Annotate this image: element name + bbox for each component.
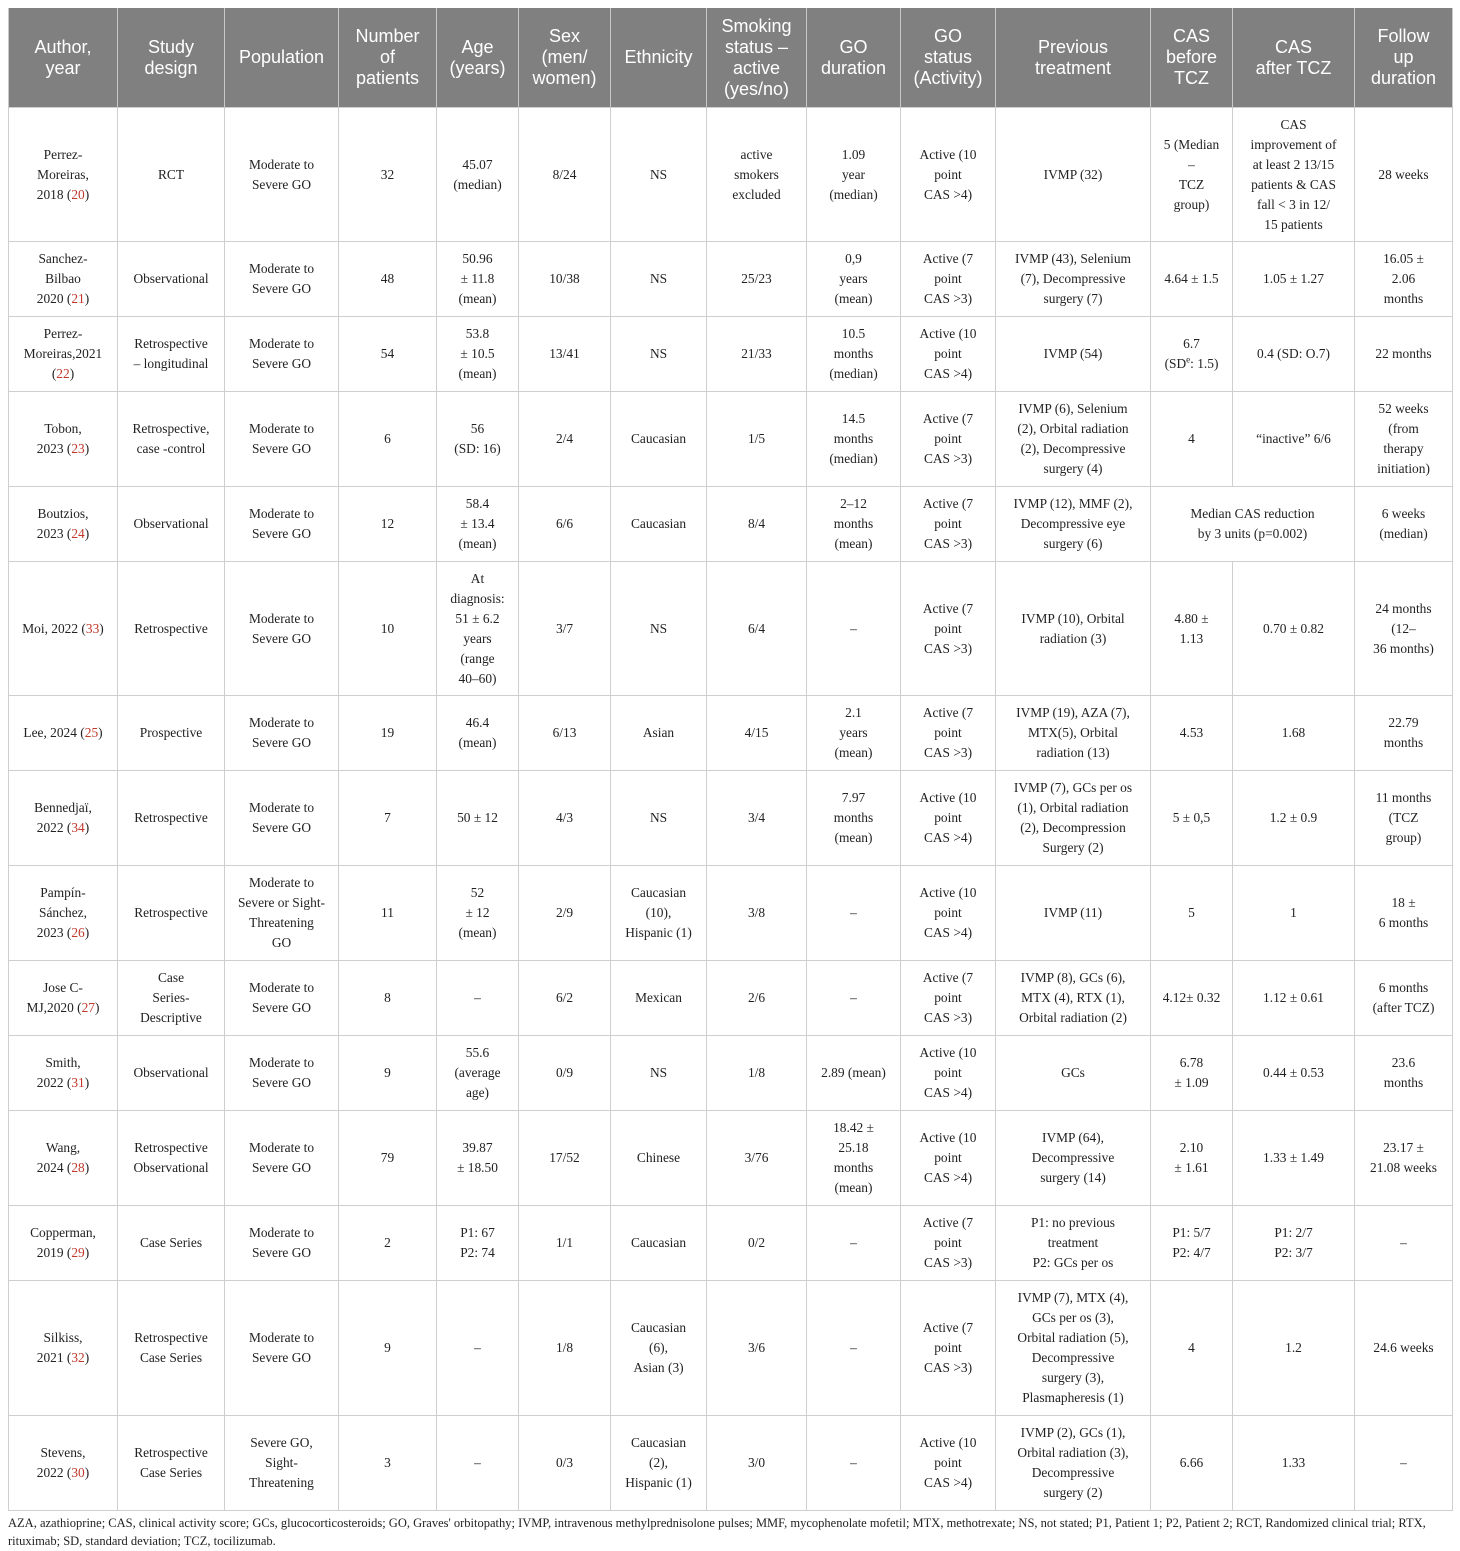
- patients-cell: 48: [339, 242, 437, 317]
- smoking-cell: 8/4: [707, 487, 807, 562]
- patients-cell: 6: [339, 392, 437, 487]
- patients-cell: 9: [339, 1036, 437, 1111]
- previous-cell: IVMP (54): [996, 317, 1151, 392]
- population-cell: Moderate to Severe GO: [225, 242, 339, 317]
- go-duration-cell: –: [807, 961, 901, 1036]
- smoking-cell: 21/33: [707, 317, 807, 392]
- go-duration-cell: 2.1 years (mean): [807, 696, 901, 771]
- author-cell: [9, 1206, 118, 1281]
- go-status-cell: Active (10 point CAS >4): [901, 771, 996, 866]
- ethnicity-cell: Chinese: [611, 1111, 707, 1206]
- cas-after-cell: 1.33: [1233, 1416, 1355, 1511]
- cas-before-cell: 6.66: [1151, 1416, 1233, 1511]
- population-cell: Moderate to Severe or Sight- Threatening GO: [225, 866, 339, 961]
- sex-cell: 3/7: [519, 562, 611, 696]
- previous-cell: IVMP (11): [996, 866, 1151, 961]
- reference-link[interactable]: 33: [85, 620, 100, 636]
- previous-cell: IVMP (43), Selenium (7), Decompressive surgery (7): [996, 242, 1151, 317]
- column-header: CAS before TCZ: [1151, 8, 1233, 108]
- design-cell: Prospective: [118, 696, 225, 771]
- population-cell: Moderate to Severe GO: [225, 696, 339, 771]
- smoking-cell: 2/6: [707, 961, 807, 1036]
- age-cell: At diagnosis: 51 ± 6.2 years (range 40–60): [437, 562, 519, 696]
- design-cell: Retrospective – longitudinal: [118, 317, 225, 392]
- go-status-cell: Active (10 point CAS >4): [901, 1111, 996, 1206]
- go-duration-cell: –: [807, 562, 901, 696]
- go-status-cell: Active (10 point CAS >4): [901, 108, 996, 242]
- author-text: Jose C- MJ,2020 (: [26, 980, 83, 1015]
- patients-cell: 2: [339, 1206, 437, 1281]
- patients-cell: 32: [339, 108, 437, 242]
- age-cell: 46.4 (mean): [437, 696, 519, 771]
- author-text: Stevens, 2022 (: [36, 1445, 86, 1480]
- cas-after-cell: 1.68: [1233, 696, 1355, 771]
- reference-link[interactable]: 22: [56, 366, 70, 381]
- author-text-end: ): [84, 1465, 90, 1480]
- smoking-cell: 3/76: [707, 1111, 807, 1206]
- sex-cell: 13/41: [519, 317, 611, 392]
- cas-before-cell: 5 (Median – TCZ group): [1151, 108, 1233, 242]
- cas-before-text-end: : 1.5): [1190, 356, 1219, 371]
- design-cell: Observational: [118, 1036, 225, 1111]
- ethnicity-cell: Caucasian (10), Hispanic (1): [611, 866, 707, 961]
- author-text-end: ): [84, 1350, 90, 1365]
- patients-cell: 7: [339, 771, 437, 866]
- cas-before-cell: 4.64 ± 1.5: [1151, 242, 1233, 317]
- smoking-cell: 6/4: [707, 562, 807, 696]
- follow-up-cell: 24 months (12– 36 months): [1355, 562, 1453, 696]
- cas-before-text: 6.7 (SD: [1164, 336, 1200, 371]
- go-status-cell: Active (7 point CAS >3): [901, 487, 996, 562]
- age-cell: 56 (SD: 16): [437, 392, 519, 487]
- column-header: Age (years): [437, 8, 519, 108]
- cas-before-cell: 4.80 ± 1.13: [1151, 562, 1233, 696]
- population-cell: Moderate to Severe GO: [225, 1281, 339, 1416]
- table-row: [9, 487, 1453, 562]
- table-row: [9, 866, 1453, 961]
- cas-after-cell: P1: 2/7 P2: 3/7: [1233, 1206, 1355, 1281]
- sex-cell: 0/9: [519, 1036, 611, 1111]
- sex-cell: 4/3: [519, 771, 611, 866]
- cas-merged-cell: Median CAS reduction by 3 units (p=0.002): [1151, 487, 1355, 562]
- design-cell: Observational: [118, 242, 225, 317]
- age-cell: 50 ± 12: [437, 771, 519, 866]
- go-status-cell: Active (7 point CAS >3): [901, 696, 996, 771]
- sex-cell: 10/38: [519, 242, 611, 317]
- author-text: Smith, 2022 (: [36, 1055, 81, 1090]
- cas-after-cell: 0.70 ± 0.82: [1233, 562, 1355, 696]
- ethnicity-cell: Asian: [611, 696, 707, 771]
- ethnicity-cell: Caucasian: [611, 1206, 707, 1281]
- cas-after-cell: 0.44 ± 0.53: [1233, 1036, 1355, 1111]
- previous-cell: IVMP (10), Orbital radiation (3): [996, 562, 1151, 696]
- population-cell: Moderate to Severe GO: [225, 487, 339, 562]
- reference-link[interactable]: 26: [71, 925, 85, 940]
- column-header: Previous treatment: [996, 8, 1151, 108]
- author-text-end: ): [84, 526, 90, 541]
- patients-cell: 9: [339, 1281, 437, 1416]
- design-cell: Retrospective: [118, 771, 225, 866]
- table-row: [9, 392, 1453, 487]
- table-row: [9, 1206, 1453, 1281]
- author-cell: [9, 1111, 118, 1206]
- sex-cell: 8/24: [519, 108, 611, 242]
- footnote-marker: e: [1186, 354, 1191, 365]
- author-text: Bennedjaï, 2022 (: [34, 800, 92, 835]
- column-header: Study design: [118, 8, 225, 108]
- follow-up-cell: 18 ± 6 months: [1355, 866, 1453, 961]
- patients-cell: 10: [339, 562, 437, 696]
- reference-link[interactable]: 25: [84, 725, 99, 740]
- author-cell: [9, 771, 118, 866]
- author-cell: [9, 242, 118, 317]
- previous-cell: P1: no previous treatment P2: GCs per os: [996, 1206, 1151, 1281]
- population-cell: Moderate to Severe GO: [225, 771, 339, 866]
- author-text: Sanchez- Bilbao 2020 (: [36, 251, 88, 306]
- age-cell: 55.6 (average age): [437, 1036, 519, 1111]
- sex-cell: 1/1: [519, 1206, 611, 1281]
- ethnicity-cell: Caucasian (6), Asian (3): [611, 1281, 707, 1416]
- sex-cell: 6/13: [519, 696, 611, 771]
- cas-after-cell: 1.12 ± 0.61: [1233, 961, 1355, 1036]
- column-header: Number of patients: [339, 8, 437, 108]
- patients-cell: 11: [339, 866, 437, 961]
- column-header: Sex (men/ women): [519, 8, 611, 108]
- go-duration-cell: –: [807, 1206, 901, 1281]
- cas-after-cell: CAS improvement of at least 2 13/15 patients & CAS fall < 3 in 12/ 15 patients: [1233, 108, 1355, 242]
- table-row: [9, 1281, 1453, 1416]
- reference-link[interactable]: 29: [71, 1245, 85, 1260]
- previous-cell: GCs: [996, 1036, 1151, 1111]
- column-header: Population: [225, 8, 339, 108]
- follow-up-cell: 11 months (TCZ group): [1355, 771, 1453, 866]
- sex-cell: 2/4: [519, 392, 611, 487]
- smoking-cell: 3/4: [707, 771, 807, 866]
- follow-up-cell: 24.6 weeks: [1355, 1281, 1453, 1416]
- author-text: Silkiss, 2021 (: [36, 1330, 83, 1365]
- age-cell: 39.87 ± 18.50: [437, 1111, 519, 1206]
- design-cell: Retrospective: [118, 866, 225, 961]
- table-row: [9, 242, 1453, 317]
- previous-cell: IVMP (7), GCs per os (1), Orbital radiation (2), Decompression Surgery (2): [996, 771, 1151, 866]
- author-cell: [9, 392, 118, 487]
- author-text: Moi, 2022 (: [22, 620, 86, 636]
- follow-up-cell: 22.79 months: [1355, 696, 1453, 771]
- sex-cell: 2/9: [519, 866, 611, 961]
- go-status-cell: Active (10 point CAS >4): [901, 317, 996, 392]
- column-header: CAS after TCZ: [1233, 8, 1355, 108]
- age-cell: 58.4 ± 13.4 (mean): [437, 487, 519, 562]
- cas-before-cell: [1151, 317, 1233, 392]
- previous-cell: IVMP (19), AZA (7), MTX(5), Orbital radiation (13): [996, 696, 1151, 771]
- cas-after-cell: 1.2 ± 0.9: [1233, 771, 1355, 866]
- cas-before-cell: 4: [1151, 392, 1233, 487]
- ethnicity-cell: Caucasian (2), Hispanic (1): [611, 1416, 707, 1511]
- smoking-cell: 25/23: [707, 242, 807, 317]
- population-cell: Moderate to Severe GO: [225, 1206, 339, 1281]
- cas-before-cell: 6.78 ± 1.09: [1151, 1036, 1233, 1111]
- cas-after-cell: 1.2: [1233, 1281, 1355, 1416]
- population-cell: Moderate to Severe GO: [225, 108, 339, 242]
- table-row: [9, 1416, 1453, 1511]
- author-cell: [9, 317, 118, 392]
- go-status-cell: Active (7 point CAS >3): [901, 242, 996, 317]
- author-cell: [9, 562, 118, 696]
- go-status-cell: Active (10 point CAS >4): [901, 866, 996, 961]
- sex-cell: 6/2: [519, 961, 611, 1036]
- sex-cell: 0/3: [519, 1416, 611, 1511]
- reference-link[interactable]: 28: [71, 1160, 85, 1175]
- follow-up-cell: 6 weeks (median): [1355, 487, 1453, 562]
- sex-cell: 1/8: [519, 1281, 611, 1416]
- cas-before-cell: 4.53: [1151, 696, 1233, 771]
- author-text: Tobon, 2023 (: [36, 421, 82, 456]
- age-cell: 50.96 ± 11.8 (mean): [437, 242, 519, 317]
- reference-link[interactable]: 32: [71, 1350, 85, 1365]
- age-cell: –: [437, 961, 519, 1036]
- smoking-cell: 1/8: [707, 1036, 807, 1111]
- column-header: Author, year: [9, 8, 118, 108]
- follow-up-cell: 23.17 ± 21.08 weeks: [1355, 1111, 1453, 1206]
- cas-after-cell: 1.05 ± 1.27: [1233, 242, 1355, 317]
- author-text: Copperman, 2019 (: [30, 1225, 96, 1260]
- column-header: GO status (Activity): [901, 8, 996, 108]
- author-cell: [9, 108, 118, 242]
- table-header-row: [9, 8, 1453, 108]
- cas-before-cell: 4.12± 0.32: [1151, 961, 1233, 1036]
- author-text-end: ): [84, 925, 90, 940]
- reference-link[interactable]: 21: [71, 291, 85, 306]
- sex-cell: 6/6: [519, 487, 611, 562]
- author-text-end: ): [69, 366, 75, 381]
- smoking-cell: 4/15: [707, 696, 807, 771]
- follow-up-cell: 16.05 ± 2.06 months: [1355, 242, 1453, 317]
- go-duration-cell: 2–12 months (mean): [807, 487, 901, 562]
- patients-cell: 19: [339, 696, 437, 771]
- population-cell: Moderate to Severe GO: [225, 317, 339, 392]
- author-cell: [9, 866, 118, 961]
- table-row: [9, 696, 1453, 771]
- go-status-cell: Active (7 point CAS >3): [901, 562, 996, 696]
- go-status-cell: Active (7 point CAS >3): [901, 1281, 996, 1416]
- previous-cell: IVMP (64), Decompressive surgery (14): [996, 1111, 1151, 1206]
- smoking-cell: 3/8: [707, 866, 807, 961]
- age-cell: 52 ± 12 (mean): [437, 866, 519, 961]
- ethnicity-cell: NS: [611, 562, 707, 696]
- column-header: Smoking status – active (yes/no): [707, 8, 807, 108]
- table-row: [9, 771, 1453, 866]
- previous-cell: IVMP (32): [996, 108, 1151, 242]
- ethnicity-cell: Caucasian: [611, 392, 707, 487]
- population-cell: Moderate to Severe GO: [225, 1036, 339, 1111]
- go-status-cell: Active (10 point CAS >4): [901, 1416, 996, 1511]
- patients-cell: 3: [339, 1416, 437, 1511]
- author-text-end: ): [99, 620, 104, 636]
- column-header: Ethnicity: [611, 8, 707, 108]
- go-duration-cell: 14.5 months (median): [807, 392, 901, 487]
- smoking-cell: 3/0: [707, 1416, 807, 1511]
- ethnicity-cell: NS: [611, 108, 707, 242]
- reference-link[interactable]: 30: [71, 1465, 85, 1480]
- author-text: Pampín- Sánchez, 2023 (: [36, 885, 87, 940]
- population-cell: Severe GO, Sight- Threatening: [225, 1416, 339, 1511]
- table-body: [9, 108, 1453, 1511]
- design-cell: Case Series: [118, 1206, 225, 1281]
- population-cell: Moderate to Severe GO: [225, 961, 339, 1036]
- follow-up-cell: 52 weeks (from therapy initiation): [1355, 392, 1453, 487]
- author-cell: [9, 487, 118, 562]
- author-text-end: ): [84, 1160, 90, 1175]
- smoking-cell: 3/6: [707, 1281, 807, 1416]
- table-row: [9, 961, 1453, 1036]
- reference-link[interactable]: 31: [71, 1075, 85, 1090]
- previous-cell: IVMP (2), GCs (1), Orbital radiation (3), Decompressive surgery (2): [996, 1416, 1151, 1511]
- author-text-end: ): [84, 441, 90, 456]
- author-cell: [9, 1416, 118, 1511]
- design-cell: Retrospective Case Series: [118, 1416, 225, 1511]
- design-cell: Retrospective Case Series: [118, 1281, 225, 1416]
- author-cell: [9, 1036, 118, 1111]
- table-row: [9, 317, 1453, 392]
- ethnicity-cell: NS: [611, 242, 707, 317]
- author-text-end: ): [84, 1075, 90, 1090]
- design-cell: Retrospective, case -control: [118, 392, 225, 487]
- author-cell: [9, 961, 118, 1036]
- author-text: Perrez- Moreiras, 2018 (: [36, 146, 89, 202]
- cas-before-cell: 5 ± 0,5: [1151, 771, 1233, 866]
- author-cell: [9, 696, 118, 771]
- ethnicity-cell: NS: [611, 771, 707, 866]
- go-status-cell: Active (7 point CAS >3): [901, 1206, 996, 1281]
- author-text: Lee, 2024 (: [23, 725, 85, 740]
- column-header: GO duration: [807, 8, 901, 108]
- reference-link[interactable]: 23: [71, 441, 85, 456]
- ethnicity-cell: Mexican: [611, 961, 707, 1036]
- population-cell: Moderate to Severe GO: [225, 1111, 339, 1206]
- cas-before-cell: 4: [1151, 1281, 1233, 1416]
- go-status-cell: Active (7 point CAS >3): [901, 392, 996, 487]
- design-cell: RCT: [118, 108, 225, 242]
- cas-after-cell: “inactive” 6/6: [1233, 392, 1355, 487]
- ethnicity-cell: NS: [611, 317, 707, 392]
- patients-cell: 54: [339, 317, 437, 392]
- cas-before-cell: 2.10 ± 1.61: [1151, 1111, 1233, 1206]
- previous-cell: IVMP (12), MMF (2), Decompressive eye surgery (6): [996, 487, 1151, 562]
- table-row: [9, 108, 1453, 242]
- go-duration-cell: 1.09 year (median): [807, 108, 901, 242]
- cas-after-cell: 1: [1233, 866, 1355, 961]
- design-cell: Observational: [118, 487, 225, 562]
- column-header: Follow up duration: [1355, 8, 1453, 108]
- reference-link[interactable]: 24: [71, 526, 85, 541]
- table-row: [9, 562, 1453, 696]
- patients-cell: 8: [339, 961, 437, 1036]
- table-footnote: AZA, azathioprine; CAS, clinical activity score; GCs, glucocorticosteroids; GO, Graves' orbitopathy; IVMP, intravenous methylprednisolone pulses; MMF, mycophenolate mofetil; MTX, methotrexate; NS, not stated; P1, Patient 1; P2, Patient 2; RCT, Randomized clinical trial; RTX, rituximab; SD, standard deviation; TCZ, tocilizumab.: [8, 1516, 1426, 1548]
- table-row: [9, 1036, 1453, 1111]
- cas-before-cell: 5: [1151, 866, 1233, 961]
- go-duration-cell: –: [807, 1416, 901, 1511]
- population-cell: Moderate to Severe GO: [225, 392, 339, 487]
- design-cell: Retrospective Observational: [118, 1111, 225, 1206]
- author-text-end: ): [84, 1245, 90, 1260]
- design-cell: Retrospective: [118, 562, 225, 696]
- go-duration-cell: 10.5 months (median): [807, 317, 901, 392]
- age-cell: –: [437, 1281, 519, 1416]
- sex-cell: 17/52: [519, 1111, 611, 1206]
- age-cell: P1: 67 P2: 74: [437, 1206, 519, 1281]
- cas-after-cell: 0.4 (SD: O.7): [1233, 317, 1355, 392]
- patients-cell: 79: [339, 1111, 437, 1206]
- smoking-cell: 1/5: [707, 392, 807, 487]
- age-cell: –: [437, 1416, 519, 1511]
- ethnicity-cell: Caucasian: [611, 487, 707, 562]
- go-duration-cell: 18.42 ± 25.18 months (mean): [807, 1111, 901, 1206]
- cas-after-cell: 1.33 ± 1.49: [1233, 1111, 1355, 1206]
- follow-up-cell: 28 weeks: [1355, 108, 1453, 242]
- author-text-end: ): [84, 291, 90, 306]
- ethnicity-cell: NS: [611, 1036, 707, 1111]
- previous-cell: IVMP (6), Selenium (2), Orbital radiation (2), Decompressive surgery (4): [996, 392, 1151, 487]
- go-duration-cell: 0,9 years (mean): [807, 242, 901, 317]
- go-status-cell: Active (10 point CAS >4): [901, 1036, 996, 1111]
- age-cell: 45.07 (median): [437, 108, 519, 242]
- author-text-end: ): [84, 186, 90, 202]
- author-text-end: ): [98, 725, 103, 740]
- author-cell: [9, 1281, 118, 1416]
- age-cell: 53.8 ± 10.5 (mean): [437, 317, 519, 392]
- studies-table: [8, 8, 1453, 1511]
- table-row: [9, 1111, 1453, 1206]
- reference-link[interactable]: 27: [81, 1000, 95, 1015]
- author-text: Wang, 2024 (: [36, 1140, 81, 1175]
- author-text: Boutzios, 2023 (: [36, 506, 89, 541]
- go-duration-cell: –: [807, 866, 901, 961]
- smoking-cell: 0/2: [707, 1206, 807, 1281]
- cas-before-cell: P1: 5/7 P2: 4/7: [1151, 1206, 1233, 1281]
- table-container: [8, 8, 1452, 1550]
- smoking-cell: active smokers excluded: [707, 108, 807, 242]
- previous-cell: IVMP (8), GCs (6), MTX (4), RTX (1), Orbital radiation (2): [996, 961, 1151, 1036]
- reference-link[interactable]: 34: [71, 820, 85, 835]
- follow-up-cell: 23.6 months: [1355, 1036, 1453, 1111]
- follow-up-cell: 6 months (after TCZ): [1355, 961, 1453, 1036]
- follow-up-cell: –: [1355, 1416, 1453, 1511]
- go-status-cell: Active (7 point CAS >3): [901, 961, 996, 1036]
- population-cell: Moderate to Severe GO: [225, 562, 339, 696]
- author-text: Perrez- Moreiras,2021 (: [23, 326, 103, 381]
- patients-cell: 12: [339, 487, 437, 562]
- author-text-end: ): [84, 820, 90, 835]
- go-duration-cell: –: [807, 1281, 901, 1416]
- go-duration-cell: 7.97 months (mean): [807, 771, 901, 866]
- previous-cell: IVMP (7), MTX (4), GCs per os (3), Orbital radiation (5), Decompressive surgery (3), Plasmapheresis (1): [996, 1281, 1151, 1416]
- follow-up-cell: –: [1355, 1206, 1453, 1281]
- reference-link[interactable]: 20: [71, 186, 85, 202]
- design-cell: Case Series- Descriptive: [118, 961, 225, 1036]
- follow-up-cell: 22 months: [1355, 317, 1453, 392]
- author-text-end: ): [94, 1000, 100, 1015]
- go-duration-cell: 2.89 (mean): [807, 1036, 901, 1111]
